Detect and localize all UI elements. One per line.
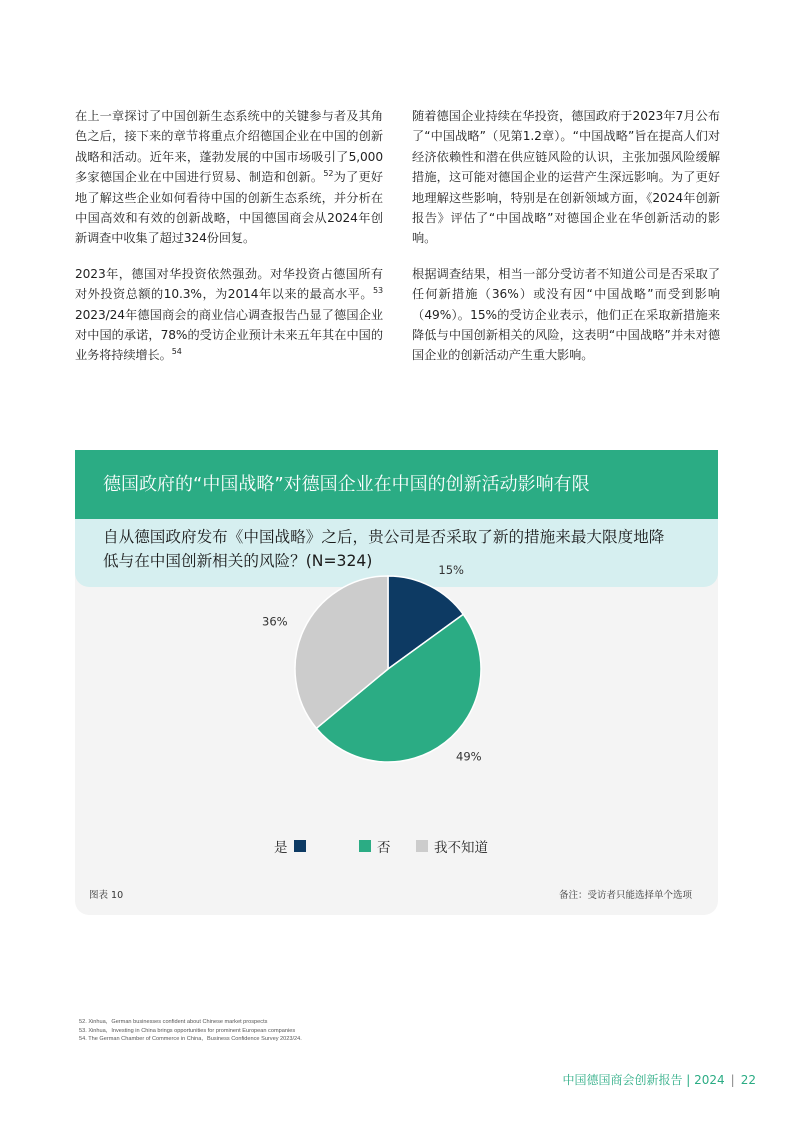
legend-swatch-no — [359, 840, 371, 852]
paragraph-survey-results: 根据调查结果，相当一部分受访者不知道公司是否采取了任何新措施（36%）或没有因“中国战略”而受到影响（49%）。15%的受访企业表示，他们正在采取新措施来降低与中国创新相关的风险，这表明“中国战略”并未对德国企业的创新活动产生重大影响。 — [412, 266, 720, 363]
left-text-column — [75, 106, 383, 381]
page-number: 22 — [740, 1073, 756, 1087]
legend-item-no — [359, 836, 391, 856]
pie-label-yes: 15% — [438, 563, 464, 578]
report-name: 中国德国商会创新报告 | 2024 — [562, 1073, 725, 1087]
pie-label-no: 49% — [456, 749, 482, 764]
legend-item-yes — [274, 836, 306, 856]
legend-item-unknown — [416, 836, 488, 856]
right-text-column — [412, 106, 720, 381]
footnote-54: 54. The German Chamber of Commerce in China，Business Confidence Survey 2023/24. — [79, 1036, 302, 1043]
figure-note: 备注：受访者只能选择单个选项 — [558, 890, 692, 901]
footnote-52: 52. Xinhua，German businesses confident about Chinese market prospects — [79, 1019, 268, 1025]
pie-chart — [75, 563, 718, 847]
legend-swatch-yes — [294, 840, 306, 852]
paragraph-investment: 2023年，德国对华投资依然强劲。对华投资占德国所有对外投资总额的10.3%，为2014年以来的最高水平。$^{53}$ 2023/24年德国商会的商业信心调查报告凸显了德国企业对中国的承诺，78%的受访企业预计未来五年其在中国的业务将持续增长。$^{54}$ — [75, 266, 383, 363]
survey-question: 自从德国政府发布《中国战略》之后，贵公司是否采取了新的措施来最大限度地降 低与在中国创新相关的风险？(N=324) — [75, 519, 718, 587]
figure-title: 德国政府的“中国战略”对德国企业在中国的创新活动影响有限 — [75, 450, 718, 519]
legend-swatch-unknown — [416, 840, 428, 852]
chart-legend — [75, 836, 718, 856]
figure-number: 图表 10 — [89, 890, 124, 901]
figure-card — [75, 450, 718, 915]
footer-separator: | — [730, 1073, 735, 1087]
paragraph-china-strategy: 随着德国企业持续在华投资，德国政府于2023年7月公布了“中国战略”（见第1.2章）。“中国战略”旨在提高人们对经济依赖性和潜在供应链风险的认识，主张加强风险缓解措施，这可能对德国企业的运营产生深远影响。为了更好地理解这些影响，特别是在创新领域方面，《2024年创新报告》评估了“中国战略”对德国企业在华创新活动的影响。 — [412, 109, 720, 246]
legend-label-unknown: 我不知道 — [434, 840, 488, 856]
page-footer — [562, 1071, 756, 1088]
legend-label-no: 否 — [377, 840, 391, 856]
footnote-53: 53. Xinhua，Investing in China brings opportunities for prominent European companies — [79, 1027, 296, 1034]
legend-label-yes: 是 — [274, 840, 288, 856]
pie-label-unknown: 36% — [262, 614, 288, 629]
footnotes — [79, 1018, 302, 1044]
paragraph-intro: 在上一章探讨了中国创新生态系统中的关键参与者及其角色之后，接下来的章节将重点介绍德国企业在中国的创新战略和活动。近年来，蓬勃发展的中国市场吸引了5,000多家德国企业在中国进行贸易、制造和创新。$^{52}$为了更好地了解这些企业如何看待中国的创新生态系统，并分析在中国高效和有效的创新战略，中国德国商会从2024年创新调查中收集了超过324份回复。 — [75, 109, 383, 246]
